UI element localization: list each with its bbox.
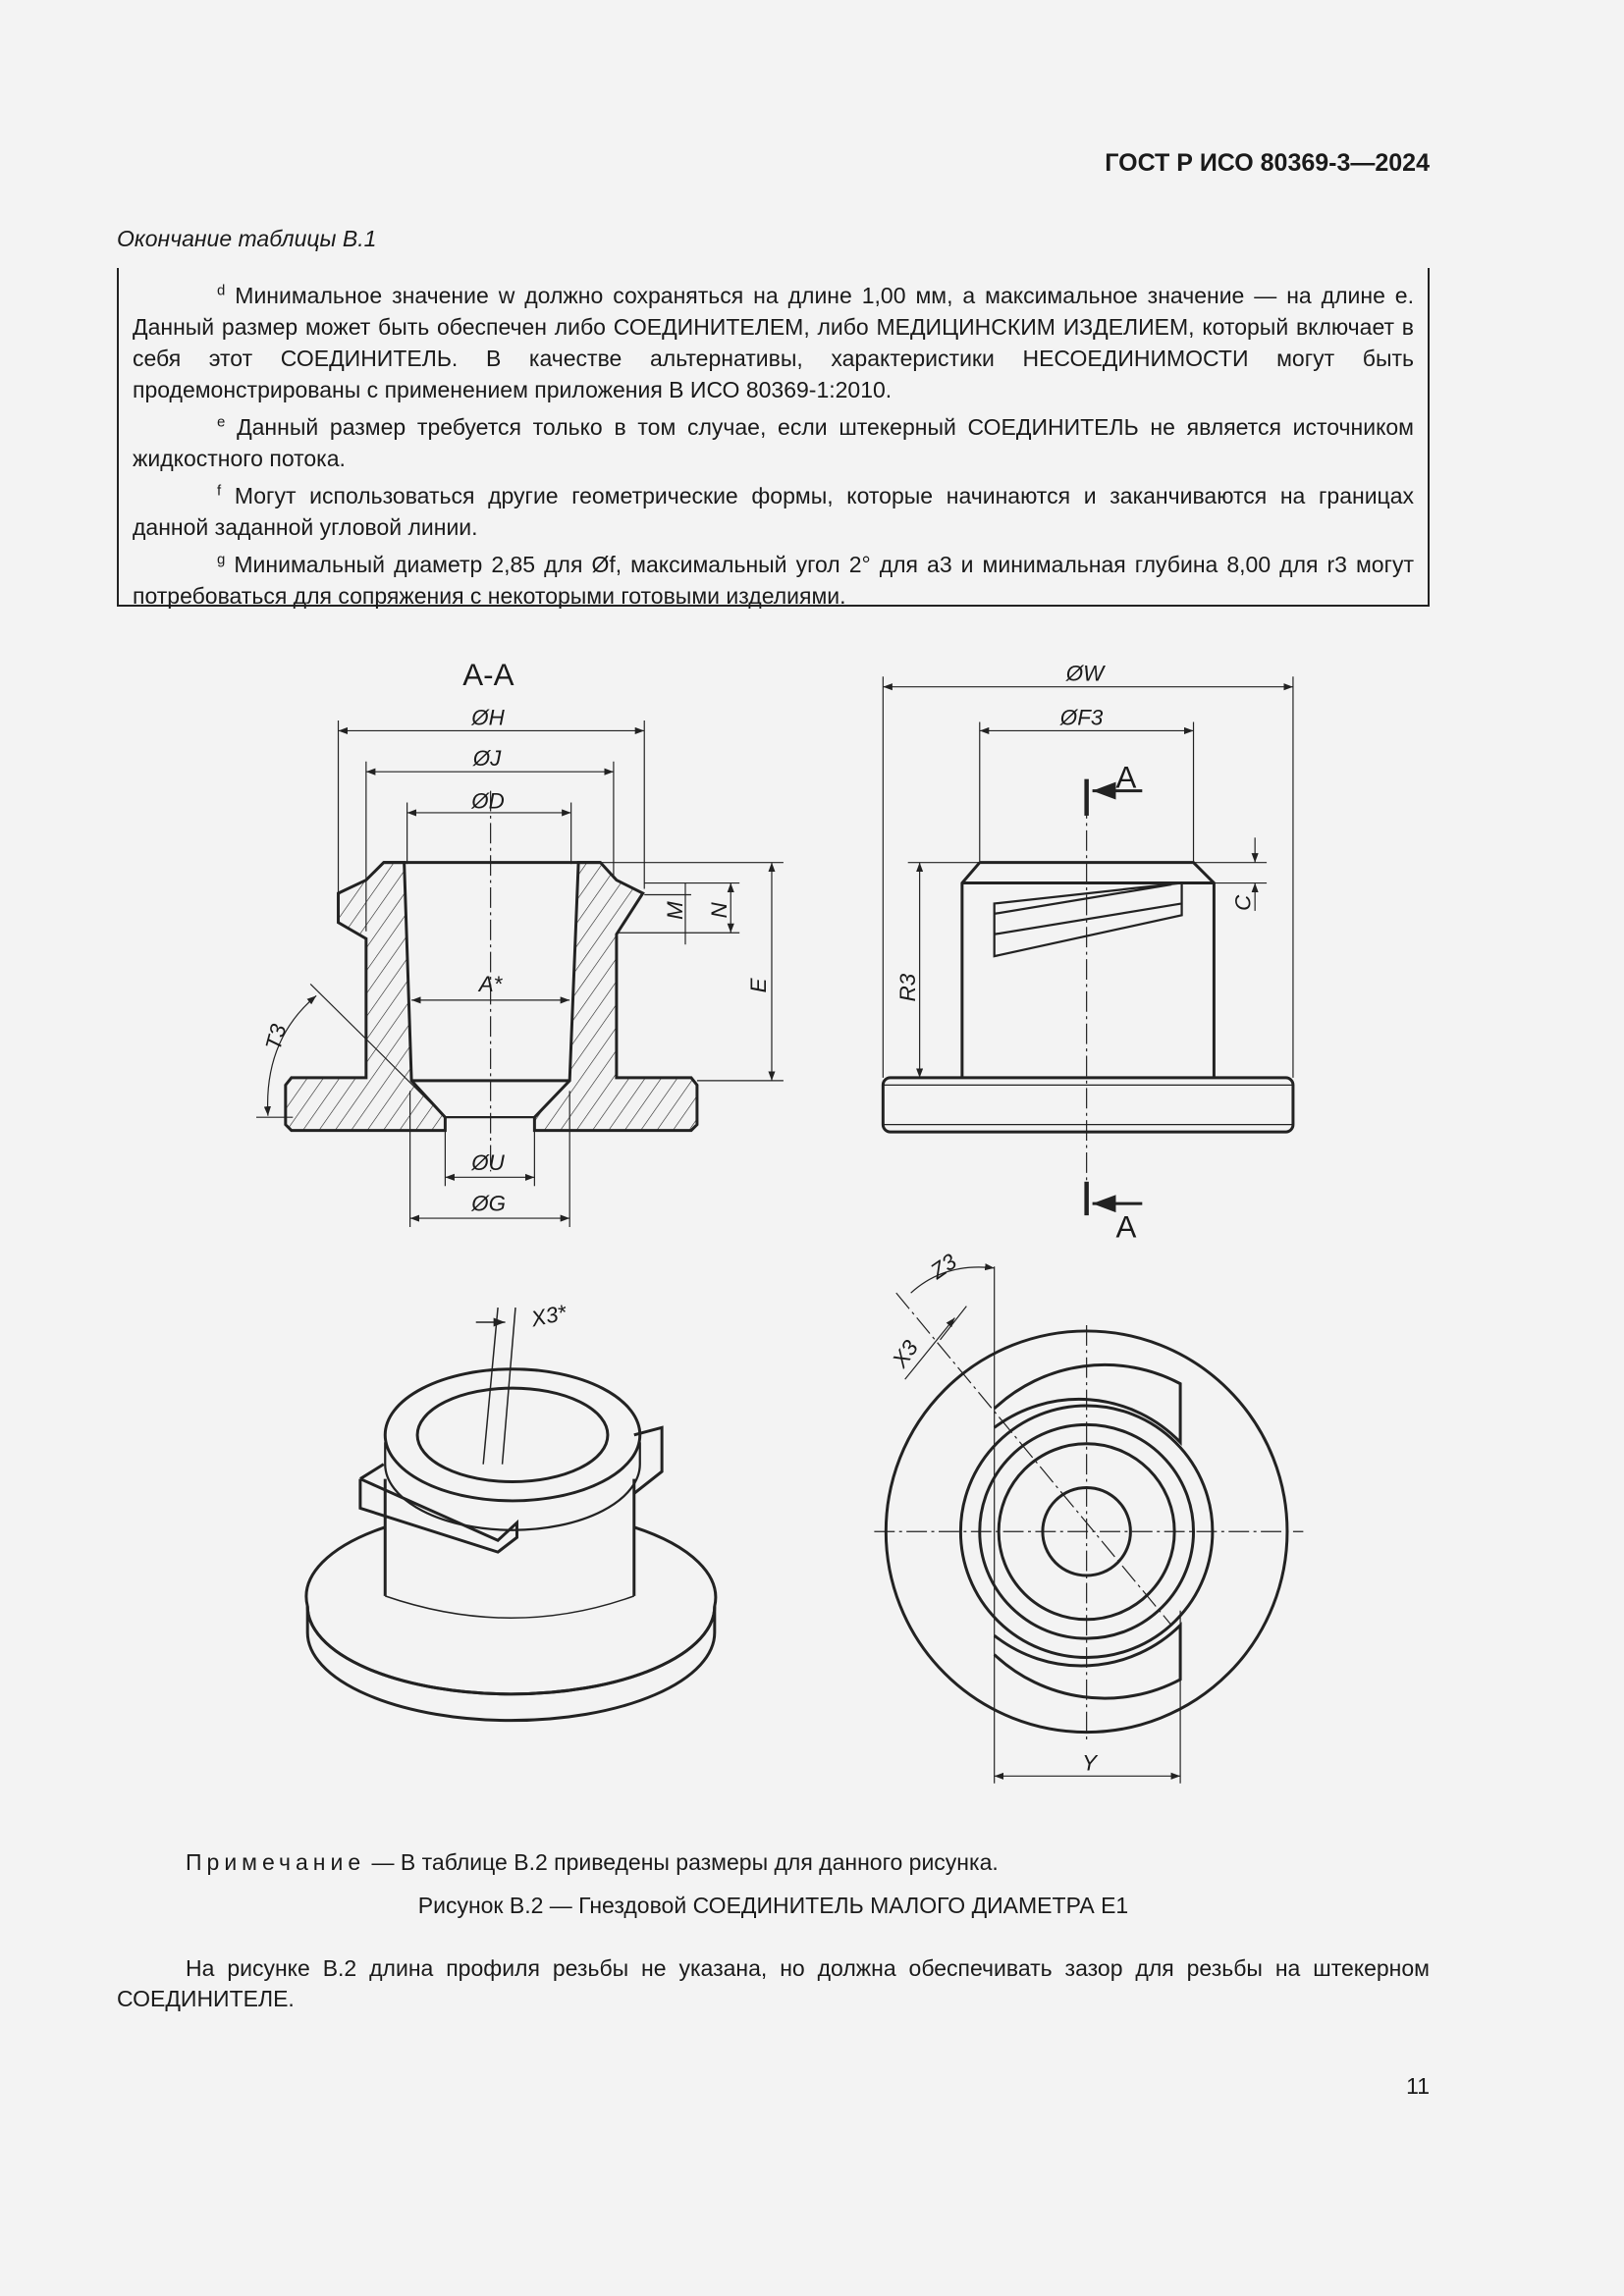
dim-F3: ØF3 (1059, 705, 1104, 730)
section-title: A-A (462, 658, 514, 693)
dim-M: M (663, 901, 688, 920)
isometric-view (306, 1308, 716, 1721)
dim-W: ØW (1065, 661, 1105, 686)
footnote-text: Минимальный диаметр 2,85 для Øf, максимальный угол 2° для a3 и минимальная глубина 8,00 для r3 могут потребоваться для сопряжения с некоторыми готовыми изделиями. (133, 552, 1415, 609)
dim-G: ØG (471, 1191, 507, 1216)
dim-U: ØU (471, 1149, 505, 1175)
footnote-mark: d (217, 282, 226, 299)
side-view (883, 676, 1293, 1215)
figure-note (186, 1849, 999, 1876)
table-caption: Окончание таблицы В.1 (117, 226, 377, 251)
footnote-text: Минимальное значение w должно сохраняться на длине 1,00 мм, а максимальное значение — на длине e. Данный размер может быть обеспечен либо СОЕДИНИТЕЛЕМ, либо МЕДИЦИНСКИМ ИЗДЕЛИЕМ, который включает в себя этот СОЕДИНИТЕЛЬ. В качестве альтернативы, характеристики НЕСОЕДИНИМОСТИ могут быть продемонстрированы с применением приложения В ИСО 80369-1:2010. (133, 283, 1414, 402)
footnote-mark: f (217, 482, 222, 500)
footnote-text: Могут использоваться другие геометрические формы, которые начинаются и заканчиваются на границах данной заданной угловой линии. (133, 483, 1415, 540)
section-mark-bottom: A (1115, 1209, 1137, 1245)
footnote-mark: g (217, 551, 226, 568)
document-id: ГОСТ Р ИСО 80369-3—2024 (1105, 149, 1430, 177)
dim-X3: X3 (887, 1335, 924, 1372)
top-view (874, 1266, 1303, 1783)
dim-H: ØH (471, 705, 505, 730)
dim-J: ØJ (472, 746, 502, 772)
page-number: 11 (1406, 2073, 1430, 2099)
dim-E: E (746, 978, 772, 993)
section-mark-top: A (1115, 760, 1137, 795)
dim-A: A* (478, 971, 503, 996)
footnote-mark: e (217, 413, 226, 431)
dim-R3: R3 (895, 973, 921, 1002)
body-paragraph: На рисунке В.2 длина профиля резьбы не указана, но должна обеспечивать зазор для резьбы на штекерном СОЕДИНИТЕЛЕ. (117, 1955, 1430, 2011)
figure-caption: Рисунок В.2 — Гнездовой СОЕДИНИТЕЛЬ МАЛОГО ДИАМЕТРА E1 (417, 1893, 1129, 1918)
dim-Z3: Z3 (926, 1249, 961, 1284)
dim-D: ØD (471, 788, 505, 814)
dim-T3: T3 (260, 1021, 292, 1053)
dim-Y: Y (1082, 1750, 1098, 1776)
section-left-wall (286, 863, 446, 1131)
dim-C: C (1230, 894, 1256, 911)
dim-N: N (706, 902, 731, 919)
dim-X3-star: X3* (528, 1300, 569, 1332)
footnote-text: Данный размер требуется только в том случае, если штекерный СОЕДИНИТЕЛЬ не является источником жидкостного потока. (133, 414, 1414, 471)
note-label: Примечание (186, 1849, 366, 1875)
section-view (256, 721, 784, 1227)
thread (995, 883, 1182, 957)
note-text: — В таблице В.2 приведены размеры для данного рисунка. (365, 1849, 999, 1875)
